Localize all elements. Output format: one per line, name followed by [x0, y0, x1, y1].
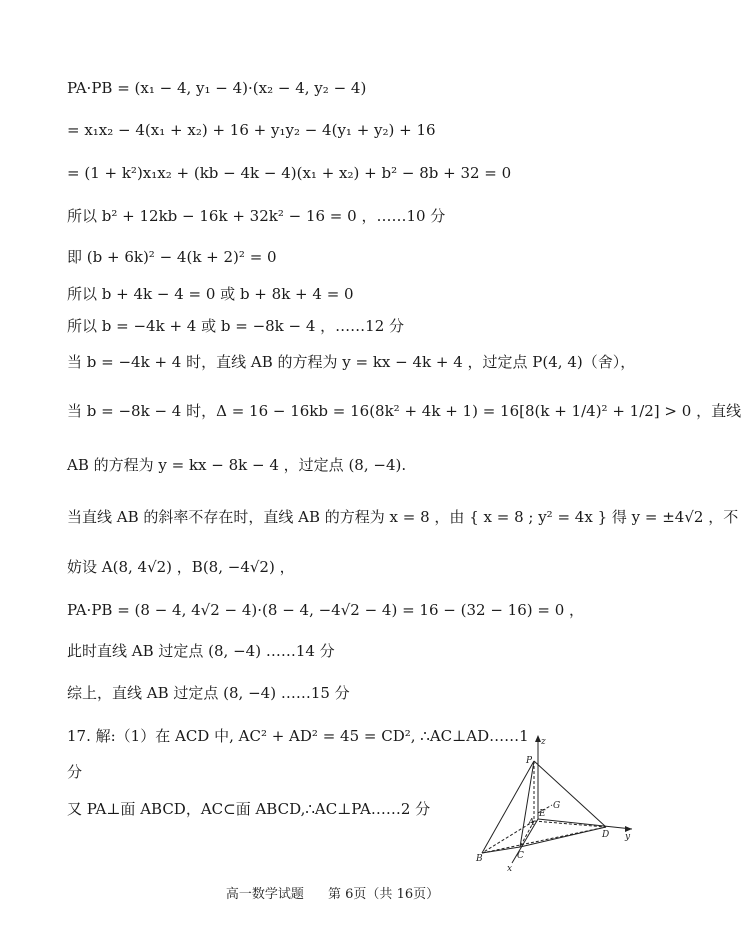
line-6: 所以 b + 4k − 4 = 0 或 b + 8k + 4 = 0 — [67, 285, 354, 303]
label-z: z — [541, 737, 546, 747]
line-10: AB 的方程为 y = kx − 8k − 4 ，过定点 (8, −4). — [67, 456, 407, 474]
edge-AB — [482, 821, 534, 853]
label-C: C — [517, 851, 524, 861]
line-9: 当 b = −8k − 4 时，Δ = 16 − 16kb = 16(8k² + 4k + 1) = 16[8(k + 1/4)² + 1/2] > 0 ，直线 — [67, 402, 741, 420]
footer-page-number: 第 6页（共 16页） — [328, 887, 440, 902]
line-7: 所以 b = −4k + 4 或 b = −8k − 4 ，……12 分 — [67, 317, 405, 335]
page-footer — [0, 883, 665, 902]
line-1: PA·PB = (x₁ − 4, y₁ − 4)·(x₂ − 4, y₂ − 4) — [67, 79, 367, 97]
label-y: y — [625, 832, 631, 842]
line-5: 即 (b + 6k)² − 4(k + 2)² = 0 — [67, 248, 277, 266]
edge-BD — [482, 827, 606, 853]
line-12: 妨设 A(8, 4√2) ，B(8, −4√2) ， — [67, 558, 295, 576]
line-13: PA·PB = (8 − 4, 4√2 − 4)·(8 − 4, −4√2 − 4) = 16 − (32 − 16) = 0 ， — [67, 601, 585, 619]
line-3: = (1 + k²)x₁x₂ + (kb − 4k − 4)(x₁ + x₂) + b² − 8b + 32 = 0 — [67, 164, 512, 182]
label-G: G — [553, 801, 561, 811]
line-17: 分 — [67, 763, 83, 781]
label-P: P — [526, 756, 533, 766]
label-x: x — [507, 864, 513, 874]
edge-AD — [534, 821, 606, 827]
line-2: = x₁x₂ − 4(x₁ + x₂) + 16 + y₁y₂ − 4(y₁ + y₂) + 16 — [67, 121, 436, 139]
y-axis — [538, 819, 632, 829]
line-18: 又 PA⊥面 ABCD，AC⊂面 ABCD,∴AC⊥PA……2 分 — [67, 800, 431, 818]
label-E: E — [539, 809, 546, 819]
footer-subject: 高一数学试题 — [225, 887, 304, 902]
edge-CD — [520, 827, 606, 847]
label-D: D — [602, 830, 610, 840]
pyramid-figure — [472, 735, 642, 875]
label-B: B — [476, 854, 483, 864]
line-8: 当 b = −4k + 4 时，直线 AB 的方程为 y = kx − 4k + 4 ，过定点 P(4, 4)（舍）， — [67, 353, 636, 371]
line-15: 综上，直线 AB 过定点 (8, −4) ……15 分 — [67, 684, 350, 702]
label-A: A — [528, 818, 535, 828]
line-4: 所以 b² + 12kb − 16k + 32k² − 16 = 0 ，……10 分 — [67, 207, 446, 225]
line-14: 此时直线 AB 过定点 (8, −4) ……14 分 — [67, 642, 335, 660]
line-16: 17. 解:（1）在 ACD 中, AC² + AD² = 45 = CD², ∴AC⊥AD……1 — [67, 727, 529, 745]
line-11: 当直线 AB 的斜率不存在时，直线 AB 的方程为 x = 8 ，由 { x = 8 ; y² = 4x } 得 y = ±4√2 ，不 — [67, 508, 739, 526]
